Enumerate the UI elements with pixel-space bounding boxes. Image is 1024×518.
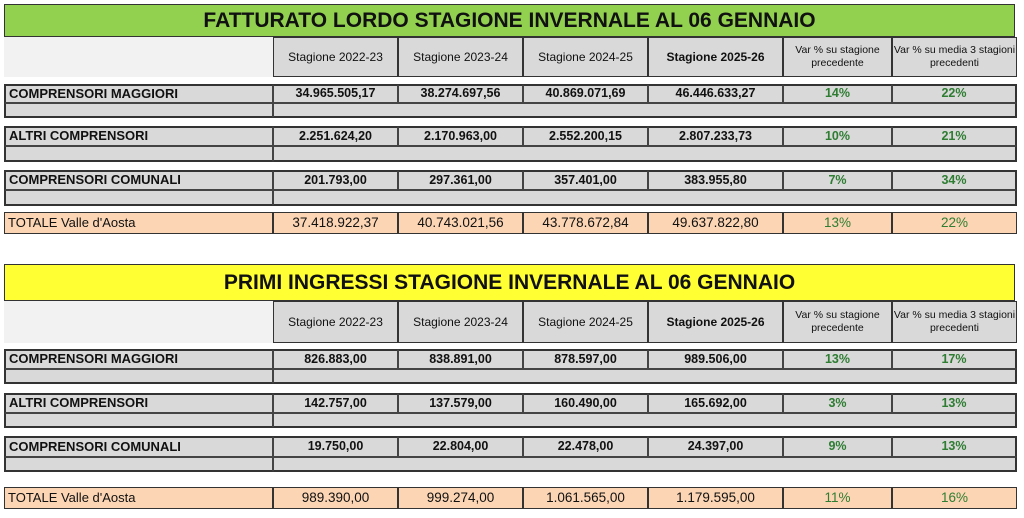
header-blank xyxy=(4,37,273,77)
column-header: Var % su media 3 stagioni precedenti xyxy=(892,301,1017,343)
cell-value: 989.506,00 xyxy=(648,349,783,369)
cell-value: 22.478,00 xyxy=(523,436,648,457)
total-row xyxy=(4,212,1017,234)
row-label: COMPRENSORI MAGGIORI xyxy=(4,84,273,103)
cell-value: 19.750,00 xyxy=(273,436,398,457)
subrow-label xyxy=(4,103,273,118)
subrow-label xyxy=(4,369,273,384)
column-header: Stagione 2023-24 xyxy=(398,301,523,343)
header-blank xyxy=(4,301,273,343)
cell-value: 24.397,00 xyxy=(648,436,783,457)
subrow-merged xyxy=(273,457,1017,472)
subrow-merged xyxy=(273,369,1017,384)
cell-value: 46.446.633,27 xyxy=(648,84,783,103)
subrow-merged xyxy=(273,103,1017,118)
row-label: COMPRENSORI COMUNALI xyxy=(4,170,273,190)
cell-value: 2.807.233,73 xyxy=(648,126,783,146)
table-subrow xyxy=(4,369,1017,384)
column-header: Stagione 2024-25 xyxy=(523,37,648,77)
cell-value: 826.883,00 xyxy=(273,349,398,369)
cell-value: 34.965.505,17 xyxy=(273,84,398,103)
table-subrow xyxy=(4,103,1017,118)
total-value: 13% xyxy=(783,212,892,234)
cell-value: 878.597,00 xyxy=(523,349,648,369)
table-row xyxy=(4,349,1017,369)
total-value: 22% xyxy=(892,212,1017,234)
row-label: ALTRI COMPRENSORI xyxy=(4,126,273,146)
subrow-label xyxy=(4,146,273,162)
cell-value: 13% xyxy=(892,436,1017,457)
total-value: 37.418.922,37 xyxy=(273,212,398,234)
table-subrow xyxy=(4,457,1017,472)
cell-value: 40.869.071,69 xyxy=(523,84,648,103)
cell-value: 22% xyxy=(892,84,1017,103)
cell-value: 137.579,00 xyxy=(398,393,523,413)
table-row xyxy=(4,170,1017,190)
subrow-merged xyxy=(273,413,1017,428)
header-row xyxy=(4,37,1017,77)
total-row xyxy=(4,487,1017,509)
total-value: 1.179.595,00 xyxy=(648,487,783,509)
row-label: COMPRENSORI MAGGIORI xyxy=(4,349,273,369)
cell-value: 2.251.624,20 xyxy=(273,126,398,146)
cell-value: 38.274.697,56 xyxy=(398,84,523,103)
total-value: 16% xyxy=(892,487,1017,509)
total-value: 49.637.822,80 xyxy=(648,212,783,234)
cell-value: 9% xyxy=(783,436,892,457)
total-value: 43.778.672,84 xyxy=(523,212,648,234)
cell-value: 165.692,00 xyxy=(648,393,783,413)
cell-value: 13% xyxy=(783,349,892,369)
cell-value: 10% xyxy=(783,126,892,146)
cell-value: 838.891,00 xyxy=(398,349,523,369)
total-label: TOTALE Valle d'Aosta xyxy=(4,212,273,234)
table-title: FATTURATO LORDO STAGIONE INVERNALE AL 06 GENNAIO xyxy=(4,4,1015,37)
cell-value: 3% xyxy=(783,393,892,413)
column-header: Stagione 2022-23 xyxy=(273,301,398,343)
row-label: ALTRI COMPRENSORI xyxy=(4,393,273,413)
total-value: 11% xyxy=(783,487,892,509)
cell-value: 201.793,00 xyxy=(273,170,398,190)
column-header: Stagione 2022-23 xyxy=(273,37,398,77)
cell-value: 14% xyxy=(783,84,892,103)
row-label: COMPRENSORI COMUNALI xyxy=(4,436,273,457)
cell-value: 34% xyxy=(892,170,1017,190)
table-row xyxy=(4,393,1017,413)
column-header: Stagione 2023-24 xyxy=(398,37,523,77)
cell-value: 21% xyxy=(892,126,1017,146)
total-label: TOTALE Valle d'Aosta xyxy=(4,487,273,509)
table-title: PRIMI INGRESSI STAGIONE INVERNALE AL 06 GENNAIO xyxy=(4,264,1015,301)
total-value: 40.743.021,56 xyxy=(398,212,523,234)
cell-value: 297.361,00 xyxy=(398,170,523,190)
subrow-label xyxy=(4,413,273,428)
subrow-merged xyxy=(273,146,1017,162)
total-value: 1.061.565,00 xyxy=(523,487,648,509)
cell-value: 142.757,00 xyxy=(273,393,398,413)
column-header: Var % su media 3 stagioni precedenti xyxy=(892,37,1017,77)
column-header: Var % su stagione precedente xyxy=(783,37,892,77)
cell-value: 7% xyxy=(783,170,892,190)
table-subrow xyxy=(4,413,1017,428)
table-row xyxy=(4,84,1017,103)
subrow-label xyxy=(4,190,273,206)
cell-value: 160.490,00 xyxy=(523,393,648,413)
table-row xyxy=(4,126,1017,146)
cell-value: 383.955,80 xyxy=(648,170,783,190)
column-header: Stagione 2025-26 xyxy=(648,301,783,343)
total-value: 999.274,00 xyxy=(398,487,523,509)
column-header: Var % su stagione precedente xyxy=(783,301,892,343)
header-row xyxy=(4,301,1017,343)
table-subrow xyxy=(4,190,1017,206)
total-value: 989.390,00 xyxy=(273,487,398,509)
cell-value: 357.401,00 xyxy=(523,170,648,190)
cell-value: 2.552.200,15 xyxy=(523,126,648,146)
column-header: Stagione 2025-26 xyxy=(648,37,783,77)
cell-value: 22.804,00 xyxy=(398,436,523,457)
subrow-label xyxy=(4,457,273,472)
cell-value: 2.170.963,00 xyxy=(398,126,523,146)
subrow-merged xyxy=(273,190,1017,206)
table-row xyxy=(4,436,1017,457)
cell-value: 17% xyxy=(892,349,1017,369)
cell-value: 13% xyxy=(892,393,1017,413)
table-subrow xyxy=(4,146,1017,162)
column-header: Stagione 2024-25 xyxy=(523,301,648,343)
